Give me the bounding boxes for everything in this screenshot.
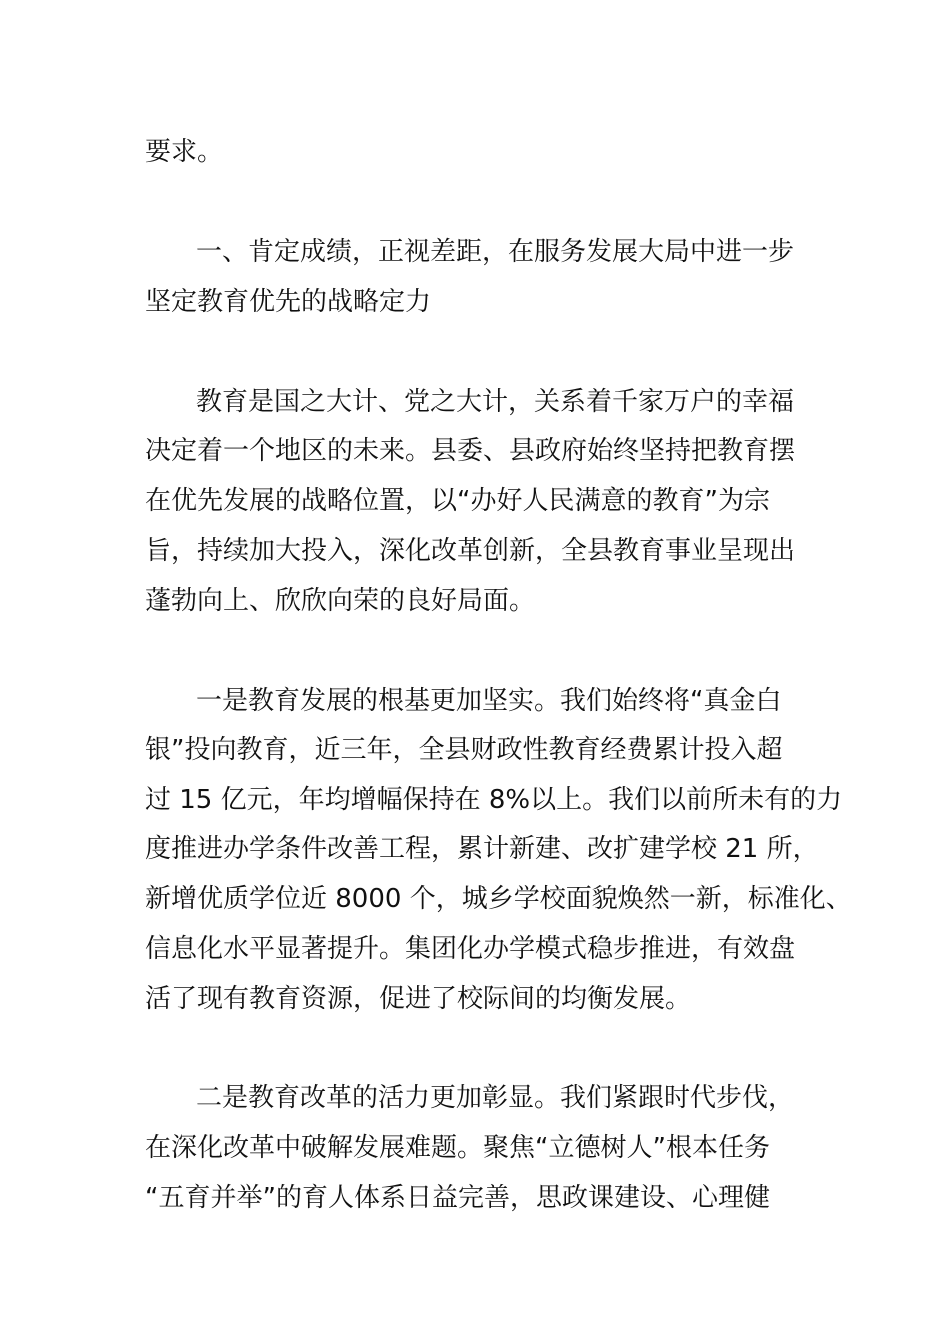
paragraph-line: 教育是国之大计、党之大计，关系着千家万户的幸福 [196, 387, 795, 417]
paragraph-line: 在优先发展的战略位置，以“办好人民满意的教育”为宗 [145, 486, 770, 516]
section-heading-line: 坚定教育优先的战略定力 [145, 287, 432, 317]
paragraph-line: 要求。 [145, 137, 224, 167]
paragraph-line: “五育并举”的育人体系日益完善，思政课建设、心理健 [145, 1183, 770, 1213]
paragraph-line: 在深化改革中破解发展难题。聚焦“立德树人”根本任务 [145, 1133, 770, 1163]
paragraph-line: 二是教育改革的活力更加彰显。我们紧跟时代步伐， [196, 1083, 795, 1113]
paragraph-line: 度推进办学条件改善工程，累计新建、改扩建学校 21 所， [145, 834, 819, 864]
paragraph-line: 决定着一个地区的未来。县委、县政府始终坚持把教育摆 [145, 436, 796, 466]
section-heading-line: 一、肯定成绩，正视差距，在服务发展大局中进一步 [196, 237, 795, 267]
paragraph-line: 活了现有教育资源，促进了校际间的均衡发展。 [145, 984, 692, 1014]
paragraph-line: 信息化水平显著提升。集团化办学模式稳步推进，有效盘 [145, 934, 796, 964]
paragraph-line: 蓬勃向上、欣欣向荣的良好局面。 [145, 586, 536, 616]
paragraph-line: 一是教育发展的根基更加坚实。我们始终将“真金白 [196, 686, 782, 716]
paragraph-line: 银”投向教育，近三年，全县财政性教育经费累计投入超 [145, 735, 783, 765]
paragraph-line: 新增优质学位近 8000 个，城乡学校面貌焕然一新，标准化、 [145, 884, 852, 914]
paragraph-line: 旨，持续加大投入，深化改革创新，全县教育事业呈现出 [145, 536, 796, 566]
paragraph-line: 过 15 亿元，年均增幅保持在 8%以上。我们以前所未有的力 [145, 785, 843, 815]
